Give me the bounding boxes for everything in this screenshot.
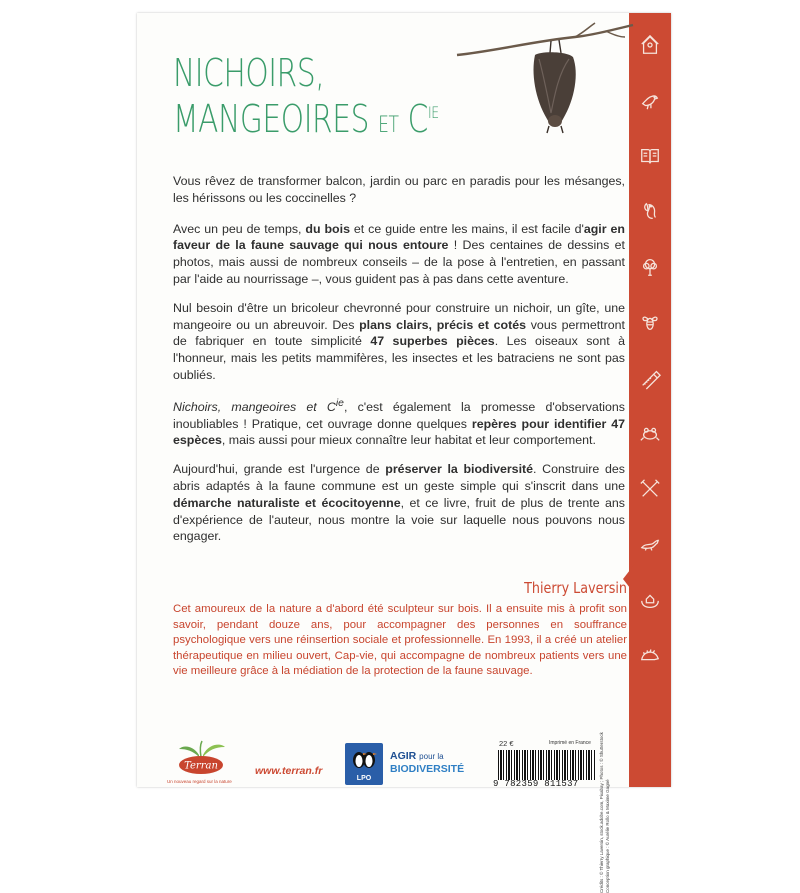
title-line-2 bbox=[173, 93, 439, 146]
p5-bold-biodiversite: préserver la biodiversité bbox=[385, 462, 534, 477]
biodiversite-word: BIODIVERSITÉ bbox=[390, 763, 465, 775]
bee-icon bbox=[629, 295, 671, 351]
p4-italic-title: Nichoirs, mangeoires et C bbox=[173, 399, 336, 414]
p2-bold-bois: du bois bbox=[305, 221, 350, 236]
author-bio: Cet amoureux de la nature a d'abord été sculpteur sur bois. Il a ensuite mis à profit son savoir, pendant douze ans, pour accompagner des personnes en souffrance psychologique vers une réinsertion sociale et professionnelle. En 1993, il a créé un atelier thérapeutique en milieu ouvert, Cap-vie, qui accompagne de nombreux patients vers une vie meilleure grâce à la médiation de la protection de la faune sauvage. bbox=[173, 603, 627, 678]
hedgehog-icon bbox=[629, 628, 671, 684]
isbn-number: 9 782359 811537 bbox=[493, 779, 579, 789]
p2-bold-agir: agir en faveur de la faune sauvage qui nous entoure bbox=[173, 221, 625, 253]
p4-text-b: , c'est également la promesse d'observations inoubliables ! Pratique, cet ouvrage donne quelques bbox=[173, 399, 625, 431]
website-link[interactable]: www.terran.fr bbox=[255, 765, 323, 777]
p3-bold-pieces: 47 superbes pièces bbox=[370, 334, 495, 349]
author-name: Thierry Laversin bbox=[524, 579, 627, 597]
terran-logo bbox=[169, 735, 233, 785]
book-title bbox=[173, 53, 439, 146]
p5-bold-demarche: démarche naturaliste et écocitoyenne bbox=[173, 495, 401, 510]
title-et: ET bbox=[378, 113, 399, 138]
credits-line-1: Crédits : © Thierry Laversin, stock.adobe.com, Pixabay ; Photos : © Shutterstock bbox=[599, 732, 604, 893]
barcode bbox=[498, 750, 596, 780]
description-text bbox=[173, 173, 625, 557]
paragraph-1: Vous rêvez de transformer balcon, jardin ou parc en paradis pour les mésanges, les hérissons ou les coccinelles ? bbox=[173, 174, 625, 205]
p5-text-a: Aujourd'hui, grande est l'urgence de bbox=[173, 462, 386, 477]
paragraph-3 bbox=[173, 300, 625, 384]
hanging-bat-illustration bbox=[455, 23, 635, 143]
squirrel-icon bbox=[629, 184, 671, 240]
p3-bold-plans: plans clairs, précis et cotés bbox=[359, 317, 527, 332]
credits-line-2: Conception graphique : © Aurélie Rollo & Maxime Gagné bbox=[605, 779, 610, 893]
bird-icon bbox=[629, 73, 671, 129]
hands-house-icon bbox=[629, 572, 671, 628]
p2-text-e: ! Des centaines de dessins et photos, mais aussi de nombreux conseils – de la pose à l'entretien, en passant par l'aide au nourrissage –, vous guident pas à pas dans cette aventure. bbox=[173, 238, 625, 286]
paragraph-5 bbox=[173, 461, 625, 545]
title-cie: C bbox=[407, 97, 428, 141]
publisher-tagline: Un nouveau regard sur la nature bbox=[167, 779, 232, 784]
paragraph-2 bbox=[173, 221, 625, 288]
p5-text-c: . Construire des abris adaptés à la faune commune est un geste simple qui s'inscrit dans une bbox=[173, 462, 625, 494]
saw-icon bbox=[629, 350, 671, 406]
lpo-logo bbox=[345, 743, 383, 785]
p4-italic-sup: ie bbox=[335, 397, 344, 409]
terran-logo-text: Terran bbox=[184, 760, 218, 772]
tree-icon bbox=[629, 239, 671, 295]
tools-icon bbox=[629, 461, 671, 517]
book-back-cover bbox=[137, 13, 671, 893]
weasel-icon bbox=[629, 517, 671, 573]
lpo-text: LPO bbox=[356, 775, 372, 782]
title-cie-sup: IE bbox=[427, 103, 439, 122]
title-mangeoires: MANGEOIRES bbox=[173, 97, 370, 141]
p3-text-c: vous permettront de fabriquer en toute simplicité bbox=[173, 317, 625, 349]
p4-bold-reperes: repères pour identifier 47 espèces bbox=[173, 416, 625, 448]
p3-text-e: . Les oiseaux sont à l'honneur, mais les petits mammifères, les insectes et les batraciens ne sont pas oubliés. bbox=[173, 334, 626, 382]
band-icon-column bbox=[629, 17, 671, 683]
credits-block bbox=[599, 732, 651, 893]
p5-text-e: , et ce livre, fruit de plus de trente ans d'expérience de l'auteur, nous montre la voie sur laquelle nous pouvons nous engager. bbox=[173, 495, 625, 544]
puffin-icon bbox=[345, 743, 383, 773]
agir-word: AGIR bbox=[390, 750, 417, 762]
printed-in: Imprimé en France bbox=[549, 740, 591, 746]
birdhouse-icon bbox=[629, 17, 671, 73]
p2-text-c: et ce guide entre les mains, il est facile d' bbox=[349, 221, 584, 236]
p2-text-a: Avec un peu de temps, bbox=[173, 221, 306, 236]
title-line-1: NICHOIRS, bbox=[173, 51, 325, 95]
p3-text-a: Nul besoin d'être un bricoleur chevronné pour construire un nichoir, un gîte, une mangeoire ou un abreuvoir. Des bbox=[173, 300, 625, 332]
price: 22 € bbox=[499, 739, 514, 748]
agir-biodiversite bbox=[390, 750, 464, 775]
paragraph-4 bbox=[173, 396, 625, 450]
p4-text-d: , mais aussi pour mieux connaître leur habitat et leur comportement. bbox=[221, 433, 596, 448]
book-icon bbox=[629, 128, 671, 184]
frog-icon bbox=[629, 406, 671, 462]
credits-text bbox=[599, 732, 611, 893]
agir-pour-la: pour la bbox=[419, 752, 444, 761]
